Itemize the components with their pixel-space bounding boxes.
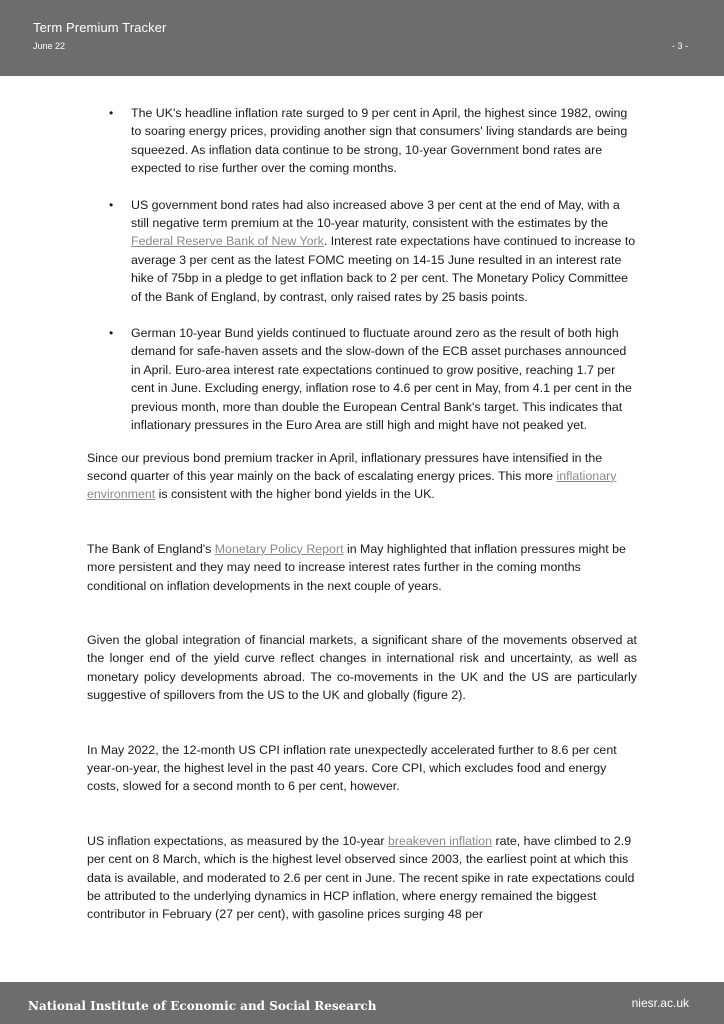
text-run: Given the global integration of financial markets, a significant share of the movements observed at the longer end of the yield curve reflect changes in international risk and uncertainty, as well as monetary policy developments abroad. The co-movements in the UK and the US are particularly suggestive of spillovers from the US to the UK and globally (figure 2). xyxy=(87,632,637,703)
paragraph-spacer xyxy=(87,595,637,631)
text-run: in May highlighted that inflation pressures might be more persistent and they may need to increase interest rates further in the coming months conditional on inflation developments in the next couple of years. xyxy=(87,541,626,593)
report-date: June 22 xyxy=(33,41,66,51)
bullet-text xyxy=(131,106,627,175)
paragraph-list xyxy=(87,449,637,924)
bullet-dot-icon: • xyxy=(109,326,114,341)
body-paragraph xyxy=(87,540,637,595)
body-paragraph xyxy=(87,631,637,705)
text-run: rate, have climbed to 2.9 per cent on 8 March, which is the highest level observed since 2003, the earliest point at which this data is available, and moderated to 2.6 per cent in June. The recent spike in rate expectations could be attributed to the underlying dynamics in HCP inflation, where energy remained the biggest contributor in February (27 per cent), with gasoline prices surging 48 per xyxy=(87,833,635,922)
text-run: is consistent with the higher bond yields in the UK. xyxy=(155,487,435,502)
body-paragraph xyxy=(87,741,637,796)
bullet-dot-icon: • xyxy=(109,106,114,120)
website-link[interactable]: niesr.ac.uk xyxy=(631,996,689,1010)
bullet-list xyxy=(87,104,637,435)
inline-link[interactable]: breakeven inflation xyxy=(387,833,492,848)
text-run: US government bond rates had also increased above 3 per cent at the end of May, with a still negative term premium at the 10-year maturity, consistent with the estimates by the xyxy=(131,197,620,231)
text-run: . Interest rate expectations have continued to increase to average 3 per cent as the latest FOMC meeting on 14-15 June resulted in an interest rate hike of 75bp in a pledge to get inflation back to 2 per cent. The Monetary Policy Committee of the Bank of England, by contrast, only raised rates by 25 basis points. xyxy=(131,234,636,304)
bullet-text xyxy=(131,326,632,432)
bullet-item xyxy=(87,196,637,306)
bullet-item xyxy=(87,104,637,178)
paragraph-spacer xyxy=(87,504,637,540)
bullet-text xyxy=(131,198,635,304)
body-paragraph xyxy=(87,832,637,924)
page-header xyxy=(0,0,724,76)
text-run: US inflation expectations, as measured by the 10-year xyxy=(87,833,388,848)
organization-name: National Institute of Economic and Social Research xyxy=(28,999,377,1013)
bullet-item xyxy=(87,324,637,434)
document-body xyxy=(87,104,637,924)
text-run: German 10-year Bund yields continued to fluctuate around zero as the result of both high demand for safe-haven assets and the slow-down of the ECB asset purchases announced in April. Euro-area interest rate expectations continued to grow positive, reaching 1.7 per cent in June. Excluding energy, inflation rose to 4.6 per cent in May, from 4.1 per cent in the previous month, more than double the European Central Bank's target. This indicates that inflationary pressures in the Euro Area are still high and might have not peaked yet. xyxy=(131,326,632,433)
inline-link[interactable]: Monetary Policy Report xyxy=(214,541,344,556)
text-run: Since our previous bond premium tracker in April, inflationary pressures have intensified in the second quarter of this year mainly on the back of escalating energy prices. This more xyxy=(87,450,603,483)
bullet-dot-icon: • xyxy=(109,197,114,212)
page-footer xyxy=(0,982,724,1024)
text-run: The UK's headline inflation rate surged to 9 per cent in April, the highest since 1982, owing to soaring energy prices, providing another sign that consumers' living standards are being squeezed. As inflation data continue to be strong, 10-year Government bond rates are expected to rise further over the coming months. xyxy=(131,106,628,176)
text-run: In May 2022, the 12-month US CPI inflation rate unexpectedly accelerated further to 8.6 per cent year-on-year, the highest level in the past 40 years. Core CPI, which excludes food and energy costs, slowed for a second month to 6 per cent, however. xyxy=(87,742,617,794)
body-paragraph xyxy=(87,449,637,504)
text-run: The Bank of England's xyxy=(87,541,215,556)
inline-link[interactable]: inflationary environment xyxy=(87,468,617,502)
paragraph-spacer xyxy=(87,705,637,741)
paragraph-spacer xyxy=(87,796,637,832)
page-number: - 3 - xyxy=(671,41,688,51)
inline-link[interactable]: Federal Reserve Bank of New York xyxy=(131,234,324,249)
report-title: Term Premium Tracker xyxy=(33,20,167,35)
